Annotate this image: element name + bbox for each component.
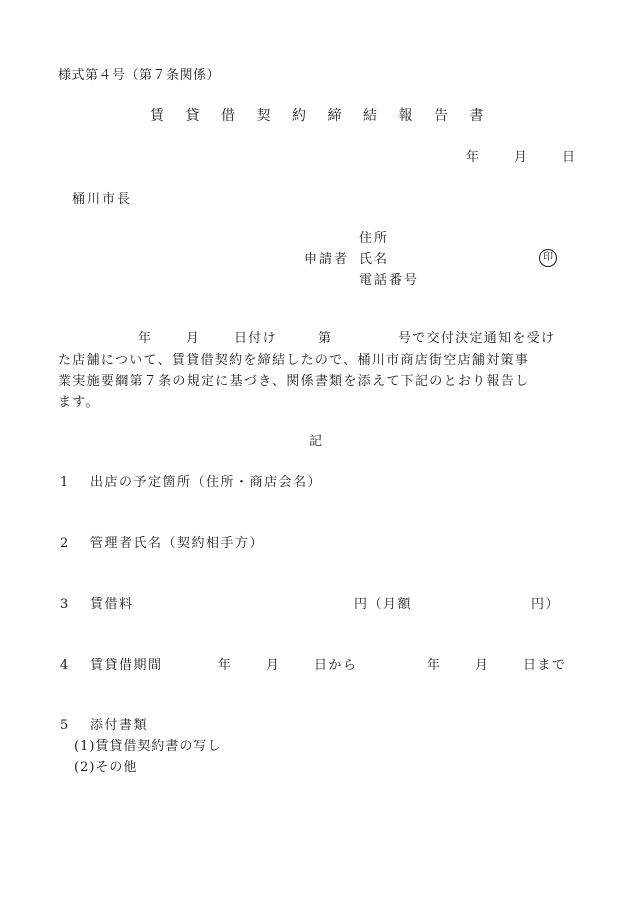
body-month: 月 xyxy=(186,331,200,346)
body-paragraph xyxy=(58,350,578,413)
title-char: 告 xyxy=(434,108,448,124)
item-label: 出店の予定箇所（住所・商店会名） xyxy=(90,475,323,490)
item-label: 添付書類 xyxy=(90,718,149,733)
body-line1-rest: 号で交付決定通知を受け xyxy=(398,331,556,346)
document-title xyxy=(150,108,505,124)
ki-heading: 記 xyxy=(309,434,323,449)
period-year-start: 年 xyxy=(218,658,233,673)
title-char: 締 xyxy=(327,108,342,124)
body-line: 業実施要綱第７条の規定に基づき、関係書類を添えて下記のとおり報告し xyxy=(58,374,530,389)
item-label: 管理者氏名（契約相手方） xyxy=(90,536,265,551)
form-id: 様式第４号（第７条関係） xyxy=(58,68,221,83)
title-char: 結 xyxy=(363,108,377,124)
item-number: 5 xyxy=(60,718,69,733)
attachment-item: (1)賃貸借契約書の写し xyxy=(74,739,222,754)
item-label: 賃借料 xyxy=(90,597,134,612)
item-number: 1 xyxy=(60,475,69,490)
item-number: 4 xyxy=(60,658,69,673)
item-label: 賃貸借期間 xyxy=(90,658,163,673)
applicant-address-label: 住所 xyxy=(359,231,390,246)
body-date-suffix: 日付け xyxy=(234,331,277,346)
title-char: 報 xyxy=(398,108,413,124)
item-number: 2 xyxy=(60,536,69,551)
applicant-phone-label: 電話番号 xyxy=(359,273,420,288)
date-month: 月 xyxy=(514,150,528,165)
title-char: 契 xyxy=(256,108,271,124)
applicant-name-label: 氏名 xyxy=(359,252,390,267)
body-year: 年 xyxy=(138,331,152,346)
rent-yen-monthly: 円（月額 xyxy=(354,597,413,612)
body-line: ます。 xyxy=(58,395,100,410)
body-line: た店舗について、賃貸借契約を締結したので、桶川市商店街空店舗対策事 xyxy=(58,353,530,368)
period-month-start: 月 xyxy=(266,658,281,673)
attachment-item: (2)その他 xyxy=(74,760,138,775)
period-from: 日から xyxy=(314,658,358,673)
title-char: 貸 xyxy=(185,108,200,124)
date-day: 日 xyxy=(562,150,576,165)
title-char: 約 xyxy=(292,108,306,124)
title-char: 借 xyxy=(221,108,235,124)
period-to: 日まで xyxy=(523,658,567,673)
title-char: 賃 xyxy=(150,108,164,124)
title-char: 書 xyxy=(469,108,484,124)
period-month-end: 月 xyxy=(475,658,490,673)
rent-yen-close: 円） xyxy=(531,597,561,612)
period-year-end: 年 xyxy=(427,658,442,673)
date-year: 年 xyxy=(466,150,480,165)
body-number-prefix: 第 xyxy=(318,331,332,346)
addressee: 桶川市長 xyxy=(72,192,133,207)
item-number: 3 xyxy=(60,597,69,612)
seal-mark: 印 xyxy=(539,249,557,267)
applicant-label: 申請者 xyxy=(304,252,350,267)
